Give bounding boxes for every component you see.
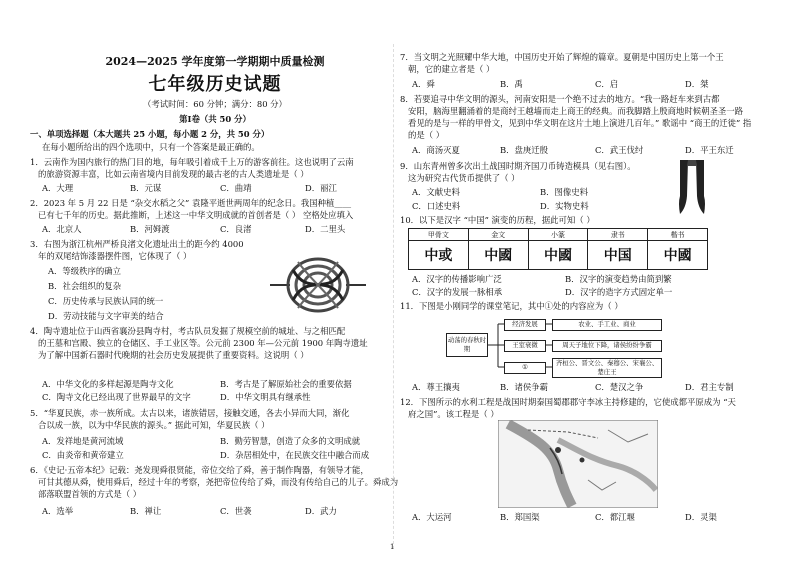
- option[interactable]: B．诸侯争霸: [500, 382, 549, 392]
- option[interactable]: D．平王东迁: [685, 145, 734, 155]
- option[interactable]: A．舜: [412, 79, 435, 89]
- knife-coin-mold-image: [676, 158, 708, 216]
- option[interactable]: C．世袭: [220, 506, 252, 516]
- option[interactable]: A．汉字的传播影响广泛: [412, 274, 502, 284]
- question-stem: 为了解中国新石器时代晚期的社会历史发展提供了重要资料。这说明（ ）: [38, 350, 309, 360]
- question-stem: 年的双尾结饰漆器摆件图，它体现了（ ）: [38, 251, 192, 261]
- option[interactable]: B．盘庚迁殷: [500, 145, 549, 155]
- option[interactable]: A．尊王攘夷: [412, 382, 460, 392]
- option[interactable]: D．劳动技能与文字审美的结合: [48, 311, 164, 321]
- question-stem: 7．当文明之光照耀中华大地，中国历史开始了辉煌的篇章。夏朝是中国历史上第一个王: [400, 52, 724, 62]
- diagram-left-box: 经济发展: [504, 319, 546, 331]
- option[interactable]: C．楚汉之争: [595, 382, 644, 392]
- option[interactable]: A．发祥地是黄河流域: [42, 436, 124, 446]
- question-stem: 11．下图是小刚同学的课堂笔记，其中①处的内容应为（ ）: [400, 301, 623, 311]
- table-header: 小篆: [528, 229, 588, 241]
- oracle-glyph: 中或: [409, 241, 469, 270]
- question-stem: 这为研究古代货币提供了（ ）: [408, 173, 520, 183]
- diagram-left-box-blank: ①: [504, 362, 546, 374]
- question-stem: 朝，它的建立者是（ ）: [408, 64, 495, 74]
- option[interactable]: B．图像史料: [540, 187, 589, 197]
- option[interactable]: B．勤劳智慧，创造了众多的文明成就: [220, 436, 361, 446]
- section-note: 在每小题所给出的四个选项中，只有一个答案是最正确的。: [42, 142, 260, 152]
- section-heading: 一、单项选择题（本大题共 25 小题，每小题 2 分，共 50 分）: [30, 129, 270, 139]
- option[interactable]: C．汉字的发展一脉相承: [412, 287, 503, 297]
- question-stem: 安阳，脑海里翻涌着的是商纣王越墙而走上商王的经典。而我脚踏上殷商地时候朝圣圣一路: [408, 106, 743, 116]
- option[interactable]: D．君主专制: [685, 382, 734, 392]
- bronze-glyph: 中國: [468, 241, 528, 270]
- volume-label: 第Ⅰ卷（共 50 分）: [179, 114, 251, 124]
- option[interactable]: D．二里头: [305, 224, 346, 234]
- page-number: 1: [390, 543, 395, 551]
- question-stem: 的王墓和宫殿、独立的仓储区、手工业区等。公元前 2300 年—公元前 1900 年陶寺遗址: [38, 338, 368, 348]
- question-stem: 9．山东青州曾多次出土战国时期齐国刀币铸造模具（见右图）。: [400, 161, 636, 171]
- option[interactable]: D．桀: [685, 79, 709, 89]
- table-header: 金文: [468, 229, 528, 241]
- question-stem: 1．云南作为国内旅行的热门目的地，每年吸引着成千上万的游客前往。这也说明了云南: [30, 157, 354, 167]
- option[interactable]: D．杂居相处中，在民族交往中融合而成: [220, 450, 370, 460]
- question-stem: 8．若要追寻中华文明的源头，河南安阳是一个绝不过去的地方。“我一路赶车来到古都: [400, 94, 720, 104]
- diagram-right-box: 周天子地位下降，诸侯纷纷争霸: [552, 340, 662, 352]
- diagram-left-box: 王室衰微: [504, 340, 546, 352]
- clerical-glyph: 中国: [588, 241, 648, 270]
- exam-title: 2024—2025 学年度第一学期期中质量检测: [105, 55, 325, 68]
- option[interactable]: D．汉字的造字方式固定单一: [565, 287, 673, 297]
- question-stem: 10．以下是汉字 “中国” 演变的历程，据此可知（ ）: [400, 215, 595, 225]
- knot-ornament-image: [268, 252, 368, 318]
- question-stem: 看见的是与一样的甲骨文，见到中华文明在这片土地上演进几百年。” 歌谣中 “商王的迁徙” 指: [408, 118, 752, 128]
- table-header: 楷书: [648, 229, 708, 241]
- option[interactable]: C．启: [595, 79, 619, 89]
- question-stem: 已有七千年的历史。据此推断，上述这一中华文明成就的首创者是（ ） 空格处应填入: [38, 210, 354, 220]
- diagram-right-box: 农业、手工业、商业: [552, 319, 662, 331]
- question-stem: 2．2023 年 5 月 22 日是 “杂交水稻之父” 袁隆平逝世两周年的纪念日。我国种植____: [30, 198, 352, 208]
- option[interactable]: B．郑国渠: [500, 512, 540, 522]
- exam-info: （考试时间：60 分钟；满分：80 分）: [143, 99, 287, 109]
- question-stem: 6．《史记·五帝本纪》记载：尧发现舜很贤能，帝位交给了舜，善于制作陶器，有领导才能，: [30, 465, 369, 475]
- option[interactable]: A．大理: [42, 183, 74, 193]
- option[interactable]: B．考古是了解原始社会的重要依据: [220, 379, 352, 389]
- option[interactable]: A．选举: [42, 506, 74, 516]
- option[interactable]: C．陶寺文化已经出现了世界最早的文字: [42, 392, 191, 402]
- question-stem: 的旅游资源丰富，比如云南省境内目前发现的最古老的古人类遗址是（ ）: [38, 169, 309, 179]
- option[interactable]: C．曲靖: [220, 183, 252, 193]
- question-stem: 部落联盟首领的方式是（ ）: [38, 489, 142, 499]
- option[interactable]: C．口述史料: [412, 201, 461, 211]
- dujiangyan-map-image: [498, 420, 658, 508]
- option[interactable]: C．武王伐纣: [595, 145, 644, 155]
- option[interactable]: D．实物史料: [540, 201, 589, 211]
- option[interactable]: D．丽江: [305, 183, 337, 193]
- option[interactable]: B．河姆渡: [130, 224, 170, 234]
- option[interactable]: A．文献史料: [412, 187, 460, 197]
- option[interactable]: B．社会组织的复杂: [48, 281, 122, 291]
- option[interactable]: A．等级秩序的确立: [48, 266, 122, 276]
- diagram-right-box: 齐桓公、晋文公、秦穆公、宋襄公、楚庄王: [552, 358, 662, 378]
- option[interactable]: A．商汤灭夏: [412, 145, 460, 155]
- table-header: 甲骨文: [409, 229, 469, 241]
- option[interactable]: B．汉字的演变趋势由简到繁: [565, 274, 672, 284]
- option[interactable]: C．良渚: [220, 224, 252, 234]
- option[interactable]: C．由炎帝和黄帝建立: [42, 450, 124, 460]
- option[interactable]: B．元谋: [130, 183, 162, 193]
- question-stem: 合以成一族，以为中华民族的源头。” 据此可知，华夏民族（ ）: [38, 420, 270, 430]
- option[interactable]: C．历史传承与民族认同的统一: [48, 296, 164, 306]
- zhongguo-evolution-table: [408, 228, 708, 270]
- question-stem: 的是（ ）: [408, 130, 445, 140]
- column-divider: [393, 44, 394, 549]
- option[interactable]: B．禅让: [130, 506, 162, 516]
- option[interactable]: A．中华文化的多样起源是陶寺文化: [42, 379, 174, 389]
- seal-glyph: 中國: [528, 241, 588, 270]
- diagram-center-box: 动荡的春秋时期: [446, 333, 488, 357]
- option[interactable]: D．中华文明具有继承性: [220, 392, 311, 402]
- option[interactable]: B．禹: [500, 79, 523, 89]
- option[interactable]: A．北京人: [42, 224, 82, 234]
- regular-glyph: 中國: [648, 241, 708, 270]
- subject-title: 七年级历史试题: [148, 74, 282, 95]
- option[interactable]: D．武力: [305, 506, 337, 516]
- question-stem: 5．“华夏民族，赤一族所成。太古以来，诸族错居，接触交通，各去小异而大同，渐化: [30, 408, 350, 418]
- question-stem: 3．右图为浙江杭州严桥良渚文化遗址出土的距今约 4000: [30, 239, 244, 249]
- question-stem: 府之国”。该工程是（ ）: [408, 409, 499, 419]
- option[interactable]: C．都江堰: [595, 512, 635, 522]
- question-stem: 12．下图所示的水利工程是战国时期秦国蜀郡郡守李冰主持修建的，它使成都平原成为 “天: [400, 397, 736, 407]
- question-stem: 可甘其德从舜，使用舜后，经过十年的考察，尧把帝位传给了舜，而没有传给自己的儿子。舜成为: [38, 477, 399, 487]
- question-stem: 4．陶寺遗址位于山西省襄汾县陶寺村，考古队员发掘了规模空前的城址、与之相匹配: [30, 326, 346, 336]
- option[interactable]: A．大运河: [412, 512, 452, 522]
- option[interactable]: D．灵渠: [685, 512, 717, 522]
- table-header: 隶书: [588, 229, 648, 241]
